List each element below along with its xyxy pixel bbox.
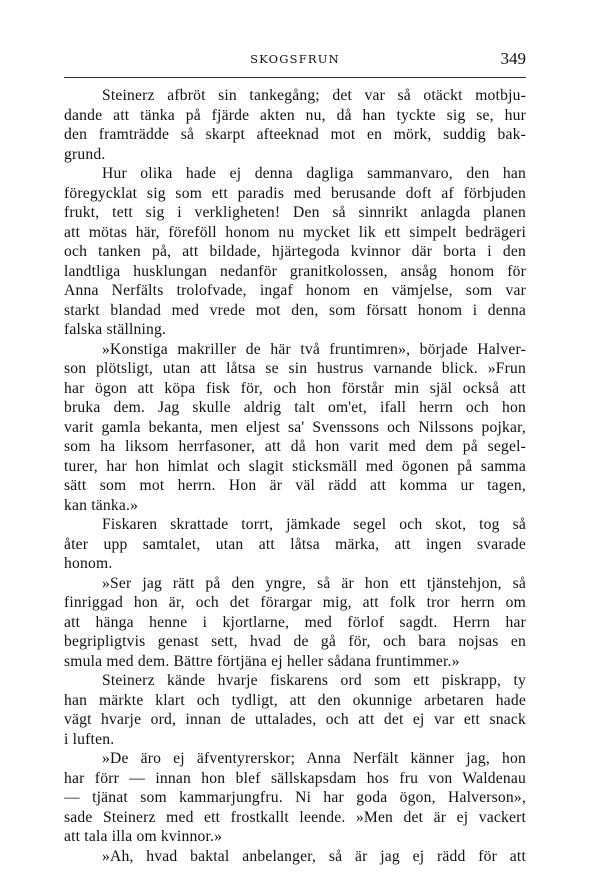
text-line: starkt blandad med vrede mot den, som försatt honom i denna bbox=[64, 301, 526, 319]
text-line: dande att tänka på fjärde akten nu, då han tyckte sig se, hur bbox=[64, 106, 526, 124]
text-line: kan tänka.» bbox=[64, 496, 139, 514]
header-rule bbox=[64, 77, 526, 78]
text-line: Steinerz afbröt sin tankegång; det var så otäckt motbju- bbox=[102, 87, 526, 104]
text-line: »Ser jag rätt på den yngre, så är hon ett tjänstehjon, så bbox=[102, 574, 526, 592]
text-line: bruka dem. Jag skulle aldrig talt om'et, ifall herrn och hon bbox=[64, 399, 526, 416]
text-line: »De äro ej äfventyrerskor; Anna Nerfält känner jag, hon bbox=[102, 750, 526, 767]
text-line: som ha liksom herrfasoner, att då hon varit med dem på segel- bbox=[64, 438, 526, 455]
text-line: frukt, tett sig i verkligheten! Den så sinnrikt anlagda planen bbox=[64, 204, 526, 221]
text-line: finriggad hon är, och det förargar mig, att folk tror herrn om bbox=[64, 594, 526, 611]
text-line: »Konstiga makriller de här två fruntimren», började Halver- bbox=[102, 340, 526, 358]
text-line: Fiskaren skrattade torrt, jämkade segel och skot, tog så bbox=[102, 516, 526, 533]
text-line: Steinerz kände hvarje fiskarens ord som ett piskrapp, ty bbox=[102, 672, 526, 689]
text-line: honom. bbox=[64, 555, 113, 572]
text-line: och tanken på, att bildade, hjärtegoda kvinnor där borta i den bbox=[64, 243, 526, 260]
text-line: sade Steinerz med ett frostkallt leende. »Men det är ej vackert bbox=[64, 808, 526, 826]
text-line: i luften. bbox=[64, 730, 115, 748]
text-line: Anna Nerfälts trolofvade, ingaf honom en vämjelse, som var bbox=[64, 282, 526, 299]
text-line: att tala illa om kvinnor.» bbox=[64, 828, 223, 845]
running-title: SKOGSFRUN bbox=[250, 52, 340, 66]
text-line: att mötas här, föreföll honom nu mycket lik ett simpelt bedrägeri bbox=[64, 223, 526, 241]
text-line: turer, har hon himlat och slagit sticksmäll med ögonen på samma bbox=[64, 457, 526, 475]
text-line: sätt som mot herrn. Hon är väl rädd att komma ur tagen, bbox=[64, 477, 526, 494]
text-line: grund. bbox=[64, 145, 106, 163]
text-line: vägt hvarje ord, innan de uttalades, och att det ej var ett snack bbox=[64, 711, 526, 728]
text-line: åter upp samtalet, utan att låtsa märka, att ingen svarade bbox=[64, 535, 526, 553]
text-line: begripligtvis genast sett, hvad de gå för, och bara nojsas en bbox=[64, 633, 526, 650]
text-line: landtliga husklungan nedanför granitkolossen, ansåg honom för bbox=[64, 262, 526, 280]
text-line: smula med dem. Bättre förtjäna ej heller sådana fruntimmer.» bbox=[64, 652, 460, 670]
page-number: 349 bbox=[500, 49, 526, 68]
text-line: att hänga henne i kjortlarne, med förlof sagdt. Herrn har bbox=[64, 613, 526, 631]
page-header bbox=[64, 49, 526, 74]
text-line: — tjänat som kammarjungfru. Ni har goda ögon, Halverson», bbox=[64, 789, 526, 806]
text-line: han märkte klart och tydligt, att den okunnige arbetaren hade bbox=[64, 691, 526, 709]
text-line: falska ställning. bbox=[64, 321, 167, 338]
text-line: varit gamla bekanta, men eljest sa' Svenssons och Nilssons pojkar, bbox=[64, 418, 526, 436]
text-line: har förr — innan hon blef sällskapsdam hos fru von Waldenau bbox=[64, 769, 526, 787]
text-line: den framträdde så skarpt afteeknad mot en mörk, suddig bak- bbox=[64, 126, 526, 143]
text-line: »Ah, hvad baktal anbelanger, så är jag ej rädd för att bbox=[102, 847, 526, 865]
body-text bbox=[64, 86, 526, 866]
text-line: Hur olika hade ej denna dagliga sammanvaro, den han bbox=[102, 165, 526, 182]
text-line: son plötsligt, utan att låtsa se sin hustrus varnande blick. »Frun bbox=[64, 360, 526, 377]
text-line: föregycklat sig som ett paradis med berusande doft af förbjuden bbox=[64, 184, 526, 202]
text-line: har ögon att köpa fisk för, och hon förstår min själ också att bbox=[64, 379, 526, 397]
